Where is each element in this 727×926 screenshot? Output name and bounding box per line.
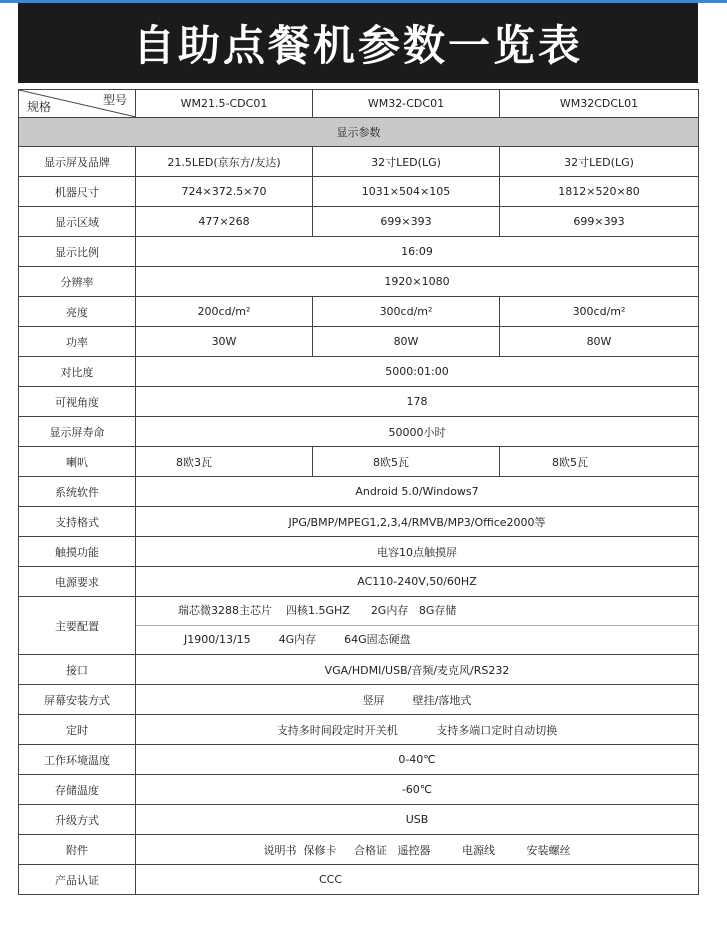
- cell: 178: [136, 387, 699, 417]
- row-label: 系统软件: [19, 477, 136, 507]
- row-power: [19, 327, 699, 357]
- cell: 支持多时间段定时开关机: [276, 723, 398, 737]
- accessory-item: 电源线: [461, 843, 495, 857]
- row-label: 接口: [19, 655, 136, 685]
- row-area: [19, 207, 699, 237]
- spec-table: [18, 89, 699, 895]
- row-timer: [19, 715, 699, 745]
- row-label: 触摸功能: [19, 537, 136, 567]
- cell: 32寸LED(LG): [313, 147, 500, 177]
- cell: 5000:01:00: [136, 357, 699, 387]
- row-touch: [19, 537, 699, 567]
- row-label: 产品认证: [19, 865, 136, 895]
- section-row: [19, 118, 699, 147]
- row-contrast: [19, 357, 699, 387]
- row-label: 功率: [19, 327, 136, 357]
- cell: 电容10点触摸屏: [136, 537, 699, 567]
- row-speaker: [19, 447, 699, 477]
- model-3: WM32CDCL01: [500, 90, 699, 118]
- cell: -60℃: [136, 775, 699, 805]
- cell: 699×393: [313, 207, 500, 237]
- row-work-temp: [19, 745, 699, 775]
- row-label: 支持格式: [19, 507, 136, 537]
- cell: 699×393: [500, 207, 699, 237]
- spec-label: 规格: [27, 100, 52, 114]
- cell: 1812×520×80: [500, 177, 699, 207]
- section-title: 显示参数: [19, 118, 699, 147]
- cell: AC110-240V,50/60HZ: [136, 567, 699, 597]
- config-item: 64G固态硬盘: [344, 633, 411, 646]
- config-line-1: [136, 597, 698, 625]
- row-label: 显示屏及品牌: [19, 147, 136, 177]
- config-item: 8G存储: [418, 604, 457, 617]
- row-screen: [19, 147, 699, 177]
- row-power-req: [19, 567, 699, 597]
- cell: Android 5.0/Windows7: [136, 477, 699, 507]
- cell: 8欧5瓦: [500, 447, 699, 477]
- row-label: 工作环境温度: [19, 745, 136, 775]
- cell: 0-40℃: [136, 745, 699, 775]
- row-label: 电源要求: [19, 567, 136, 597]
- row-brightness: [19, 297, 699, 327]
- row-cert: [19, 865, 699, 895]
- cell: JPG/BMP/MPEG1,2,3,4/RMVB/MP3/Office2000等: [136, 507, 699, 537]
- install-cell: [136, 685, 699, 715]
- cell: 30W: [136, 327, 313, 357]
- model-1: WM21.5-CDC01: [136, 90, 313, 118]
- row-label: 显示屏寿命: [19, 417, 136, 447]
- cell: 1031×504×105: [313, 177, 500, 207]
- row-upgrade: [19, 805, 699, 835]
- row-lifetime: [19, 417, 699, 447]
- row-resolution: [19, 267, 699, 297]
- row-formats: [19, 507, 699, 537]
- cell: 724×372.5×70: [136, 177, 313, 207]
- config-item: 瑞芯微3288主芯片: [178, 604, 272, 617]
- cell: 1920×1080: [136, 267, 699, 297]
- config-item: 四核1.5GHZ: [286, 604, 350, 617]
- row-label: 分辨率: [19, 267, 136, 297]
- row-store-temp: [19, 775, 699, 805]
- cell: 8欧5瓦: [313, 447, 500, 477]
- cell: USB: [136, 805, 699, 835]
- accessory-item: 保修卡: [303, 843, 337, 857]
- cell: 300cd/m²: [313, 297, 500, 327]
- row-label: 主要配置: [19, 597, 136, 655]
- row-label: 附件: [19, 835, 136, 865]
- config-item: 4G内存: [278, 633, 317, 646]
- row-ratio: [19, 237, 699, 267]
- cell: 竖屏: [362, 693, 385, 707]
- cell: 50000小时: [136, 417, 699, 447]
- row-label: 显示比例: [19, 237, 136, 267]
- row-label: 可视角度: [19, 387, 136, 417]
- model-2: WM32-CDC01: [313, 90, 500, 118]
- cell: 300cd/m²: [500, 297, 699, 327]
- cell: 32寸LED(LG): [500, 147, 699, 177]
- cell: CCC: [136, 865, 699, 895]
- accessory-item: 安装螺丝: [526, 843, 571, 857]
- cell: 16:09: [136, 237, 699, 267]
- row-size: [19, 177, 699, 207]
- header-row: [19, 90, 699, 118]
- cell: 80W: [500, 327, 699, 357]
- cell: VGA/HDMI/USB/音频/麦克风/RS232: [136, 655, 699, 685]
- cell: 壁挂/落地式: [412, 693, 472, 707]
- title-banner: [18, 3, 698, 83]
- accessory-item: 说明书: [263, 843, 297, 857]
- row-label: 对比度: [19, 357, 136, 387]
- cell: 200cd/m²: [136, 297, 313, 327]
- cell: 8欧3瓦: [136, 447, 313, 477]
- config-line-2: [136, 625, 698, 654]
- cell: 477×268: [136, 207, 313, 237]
- cell: 支持多端口定时自动切换: [436, 723, 558, 737]
- config-item: 2G内存: [370, 604, 409, 617]
- row-label: 喇叭: [19, 447, 136, 477]
- accessory-item: 合格证: [354, 843, 387, 857]
- row-config: [19, 597, 699, 655]
- model-label: 型号: [102, 93, 127, 107]
- config-item: J1900/13/15: [184, 633, 251, 646]
- corner-cell: [19, 90, 136, 118]
- row-accessories: [19, 835, 699, 865]
- row-ports: [19, 655, 699, 685]
- row-label: 屏幕安装方式: [19, 685, 136, 715]
- row-label: 机器尺寸: [19, 177, 136, 207]
- row-install: [19, 685, 699, 715]
- config-cell: [136, 597, 699, 655]
- accessories-cell: [136, 835, 699, 865]
- accessory-item: 遥控器: [397, 843, 431, 857]
- page-title: 自助点餐机参数一览表: [132, 21, 583, 70]
- row-label: 定时: [19, 715, 136, 745]
- row-label: 升级方式: [19, 805, 136, 835]
- timer-cell: [136, 715, 699, 745]
- cell: 21.5LED(京东方/友达): [136, 147, 313, 177]
- row-angle: [19, 387, 699, 417]
- cell: 80W: [313, 327, 500, 357]
- row-label: 显示区域: [19, 207, 136, 237]
- row-label: 存储温度: [19, 775, 136, 805]
- row-label: 亮度: [19, 297, 136, 327]
- row-os: [19, 477, 699, 507]
